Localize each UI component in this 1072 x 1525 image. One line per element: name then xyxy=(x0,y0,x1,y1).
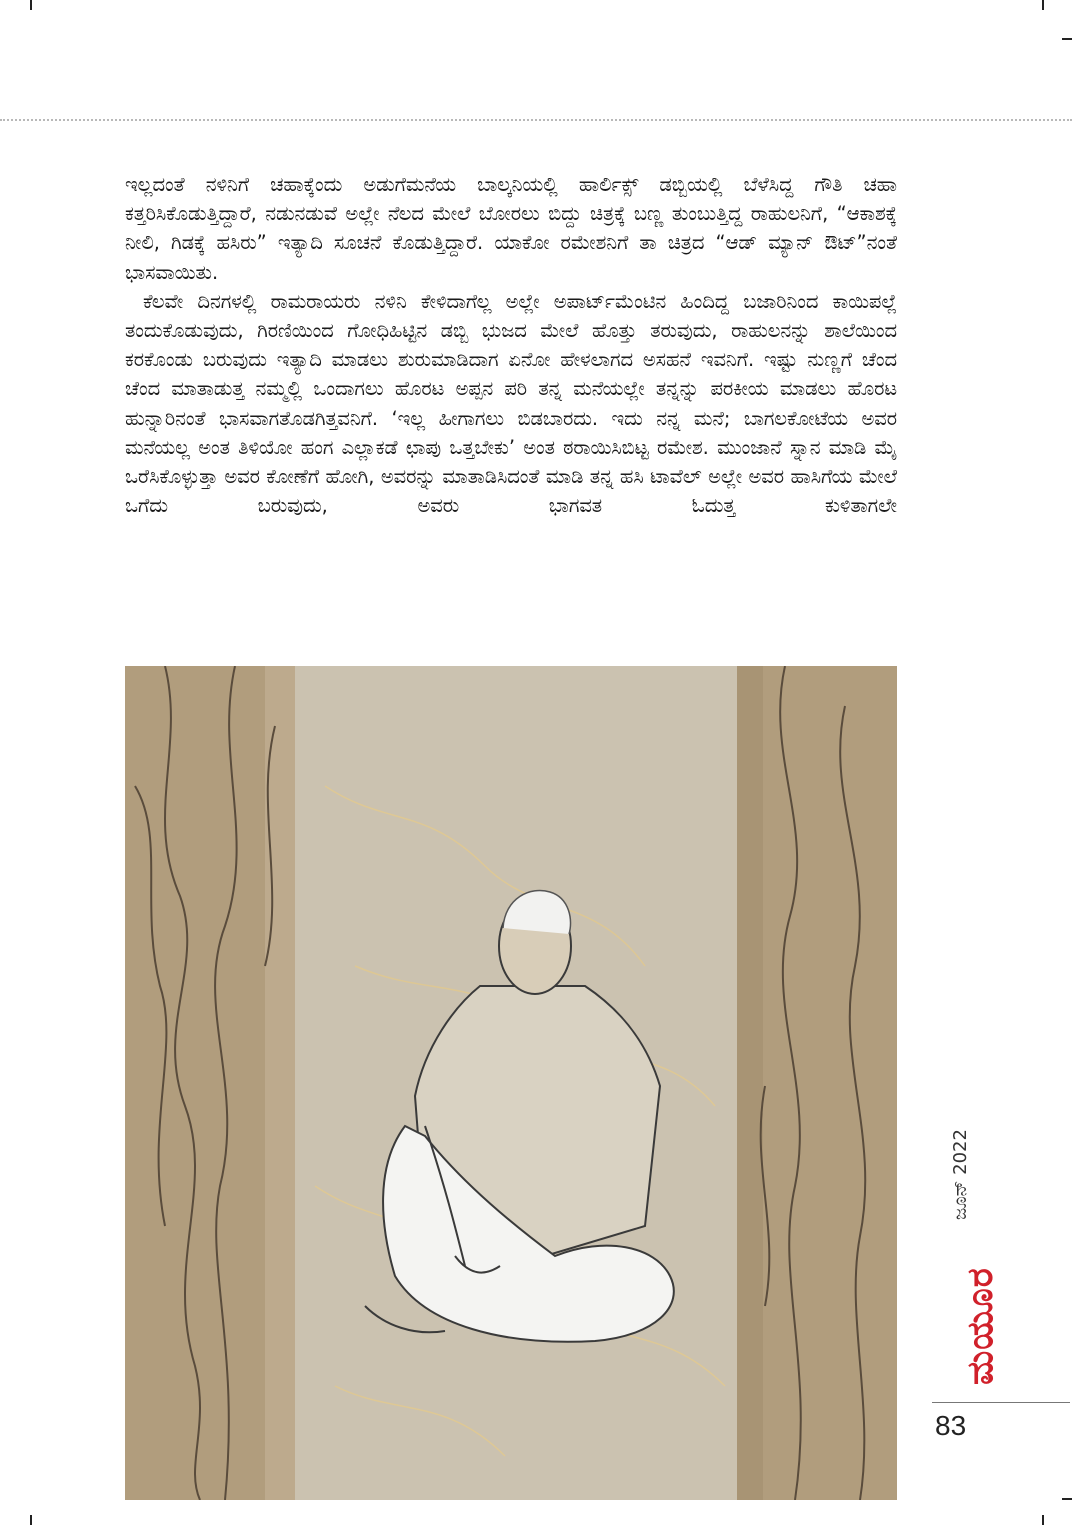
crop-mark-bottom-right xyxy=(1042,1515,1044,1525)
page-number-rule xyxy=(932,1402,1070,1403)
crop-mark-top-right xyxy=(1042,0,1044,10)
magazine-logo: ಮಯೂರ xyxy=(960,1267,1001,1385)
article-paragraph-2: ಕೆಲವೇ ದಿನಗಳಲ್ಲಿ ರಾಮರಾಯರು ನಳಿನಿ ಕೇಳಿದಾಗೆಲ್ಲ ಅಲ್ಲೇ ಅಪಾರ್ಟ್‌ಮೆಂಟಿನ ಹಿಂದಿದ್ದ ಬಜಾರಿನಿಂದ ಕಾಯಿಪಲ್ಲೆ ತಂದುಕೊಡುವುದು, ಗಿರಣಿಯಿಂದ ಗೋಧಿಹಿಟ್ಟಿನ ಡಬ್ಬಿ ಭುಜದ ಮೇಲೆ ಹೊತ್ತು ತರುವುದು, ರಾಹುಲನನ್ನು ಶಾಲೆಯಿಂದ ಕರಕೊಂಡು ಬರುವುದು ಇತ್ಯಾದಿ ಮಾಡಲು ಶುರುಮಾಡಿದಾಗ ಏನೋ ಹೇಳಲಾಗದ ಅಸಹನೆ ಇವನಿಗೆ. ಇಷ್ಟು ನುಣ್ಣಗೆ ಚೆಂದ ಚೆಂದ ಮಾತಾಡುತ್ತ ನಮ್ಮಲ್ಲಿ ಒಂದಾಗಲು ಹೊರಟ ಅಪ್ಪನ ಪರಿ ತನ್ನ ಮನೆಯಲ್ಲೇ ತನ್ನನ್ನು ಪರಕೀಯ ಮಾಡಲು ಹೊರಟ ಹುನ್ನಾರಿನಂತೆ ಭಾಸವಾಗತೊಡಗಿತ್ತವನಿಗೆ. ‘ಇಲ್ಲ ಹೀಗಾಗಲು ಬಿಡಬಾರದು. ಇದು ನನ್ನ ಮನೆ; ಬಾಗಲಕೋಟೆಯ ಅವರ ಮನೆಯಲ್ಲ ಅಂತ ತಿಳಿಯೋ ಹಂಗ ಎಲ್ಲಾಕಡೆ ಛಾಪು ಒತ್ತಬೇಕು’ ಅಂತ ಠರಾಯಿಸಿಬಿಟ್ಟ ರಮೇಶ. ಮುಂಜಾನೆ ಸ್ನಾನ ಮಾಡಿ ಮೈ ಒರೆಸಿಕೊಳ್ಳುತ್ತಾ ಅವರ ಕೋಣೆಗೆ ಹೋಗಿ, ಅವರನ್ನು ಮಾತಾಡಿಸಿದಂತೆ ಮಾಡಿ ತನ್ನ ಹಸಿ ಟಾವೆಲ್ ಅಲ್ಲೇ ಅವರ ಹಾಸಿಗೆಯ ಮೇಲೆ ಒಗೆದು ಬರುವುದು, ಅವರು ಭಾಗವತ ಓದುತ್ತ ಕುಳಿತಾಗಲೇ xyxy=(125,289,897,518)
article-body xyxy=(125,170,897,520)
crop-mark-bottom-left xyxy=(30,1515,32,1525)
page-number: 83 xyxy=(935,1410,967,1441)
crop-mark-top-left xyxy=(30,0,32,10)
illustration-seated-old-man xyxy=(125,666,897,1500)
article-paragraph-1: ಇಲ್ಲದಂತೆ ನಳಿನಿಗೆ ಚಹಾಕ್ಕೆಂದು ಅಡುಗೆಮನೆಯ ಬಾಲ್ಕನಿಯಲ್ಲಿ ಹಾರ್ಲಿಕ್ಸ್ ಡಬ್ಬಿಯಲ್ಲಿ ಬೆಳೆಸಿದ್ದ ಗೌತಿ ಚಹಾ ಕತ್ತರಿಸಿಕೊಡುತ್ತಿದ್ದಾರೆ, ನಡುನಡುವೆ ಅಲ್ಲೇ ನೆಲದ ಮೇಲೆ ಬೋರಲು ಬಿದ್ದು ಚಿತ್ರಕ್ಕೆ ಬಣ್ಣ ತುಂಬುತ್ತಿದ್ದ ರಾಹುಲನಿಗೆ, “ಆಕಾಶಕ್ಕೆ ನೀಲಿ, ಗಿಡಕ್ಕೆ ಹಸಿರು” ಇತ್ಯಾದಿ ಸೂಚನೆ ಕೊಡುತ್ತಿದ್ದಾರೆ. ಯಾಕೋ ರಮೇಶನಿಗೆ ತಾ ಚಿತ್ರದ “ಆಡ್ ಮ್ಯಾನ್ ಔಟ್”ನಂತೆ ಭಾಸವಾಯಿತು. xyxy=(125,173,897,284)
crop-mark-right-top xyxy=(1062,38,1072,40)
issue-date: ಜೂನ್ 2022 xyxy=(950,1129,971,1220)
crop-mark-right-bottom xyxy=(1062,1498,1072,1500)
left-trunk-highlight xyxy=(265,666,295,1500)
dotted-separator xyxy=(0,119,1072,121)
side-label xyxy=(920,1100,1001,1390)
right-trunk-shadow xyxy=(737,666,763,1500)
